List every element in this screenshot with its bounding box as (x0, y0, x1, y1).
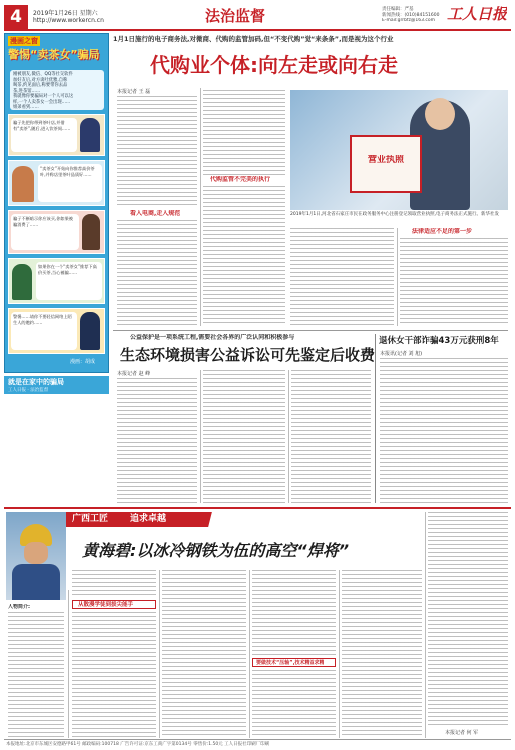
column-divider (68, 590, 69, 738)
license-title: 营业执照 (367, 155, 404, 165)
comic-line: 喝茶,约见面后,称要带你去品 (13, 83, 68, 88)
speech-bubble: 警惕……请你不要轻信网络上陌生人的邀约…… (11, 312, 77, 350)
comic-figure-icon (82, 214, 100, 250)
speech-bubble: 如果你在一个“卖茶女”推荐下高价买茶,当心被骗…… (36, 262, 102, 300)
date-line: 2019年1月26日 星期六 (33, 10, 98, 17)
deck-text: 1月1日施行的电子商务法,对微商、代购的监管加码,但“不变代购”觉“来条条”,而是视为这个行业 (113, 35, 394, 43)
feature-subhead: 要做技术“压轴”,技术精益求精 (256, 660, 325, 666)
uniform-icon (12, 564, 60, 600)
banner-tail: 追求卓越 (130, 514, 167, 524)
comic-caption: 漫画：胡成 (70, 359, 96, 365)
email: E-mail:grrbfz@163.com (382, 18, 436, 23)
main-headline: 代购业个体:向左走或向右走 (150, 53, 398, 77)
mid-headline: 生态环境损害公益诉讼可先鉴定后收费 (120, 346, 376, 364)
section-title: 法治监督 (205, 7, 266, 25)
comic-line: 我就像你要骗局对一个人可以这 (13, 94, 74, 99)
speech-bubble: 骗子先把你带到茶叶店,并借有“卖茶”,随后,进入饮茶间…… (11, 118, 77, 152)
body-text (72, 570, 156, 598)
column-sub: 工人日报 · 法治监督 (8, 388, 49, 393)
comic-figure-icon (80, 312, 100, 350)
body-text (203, 186, 285, 326)
person-face-icon (425, 98, 455, 130)
body-text (72, 612, 156, 738)
body-text (400, 238, 508, 326)
brief-headline: 退休女干部诈骗43万元获刑8年 (379, 336, 499, 346)
feature-author: 本报记者 何 军 (445, 730, 479, 736)
mid-kicker: 公益保护是一项系统工程,需要社会各界的广泛认同和积极参与 (130, 334, 295, 341)
column-divider (288, 370, 289, 503)
comic-figure-icon (80, 118, 100, 152)
body-text (117, 220, 197, 325)
subhead: 法律适应不足的第一步 (412, 228, 473, 235)
subhead: 看入电商,走入规范 (130, 210, 181, 217)
header-rule (4, 29, 511, 31)
body-text (117, 96, 197, 208)
news-photo (290, 90, 508, 210)
column-divider (375, 334, 376, 503)
body-text (203, 370, 285, 503)
section-rule (4, 507, 511, 509)
body-text (290, 228, 394, 326)
comic-tag: 漫画之窗 (10, 37, 38, 45)
body-text (117, 378, 197, 503)
profile-text (8, 612, 64, 737)
speech-bubble: “卖茶女”开始向你推荐高价茶叶,并称店里茶叶品质好…… (38, 164, 102, 202)
body-text (203, 90, 285, 175)
business-license (350, 135, 422, 193)
portrait-photo (6, 512, 66, 600)
footer-rule (4, 739, 511, 740)
column-divider (159, 570, 160, 738)
mid-byline: 本报记者 赵 峰 (117, 371, 151, 377)
comic-line: 加好友后,对方谈吐优雅,自称 (13, 77, 68, 83)
column-divider (397, 228, 398, 326)
face-icon (24, 542, 48, 564)
body-text (342, 570, 422, 738)
body-text (252, 570, 336, 656)
page-number: 4 (10, 7, 22, 27)
column-divider (200, 88, 201, 326)
body-text (291, 370, 371, 503)
section-rule (113, 330, 508, 331)
body-text (162, 570, 246, 738)
column-divider (249, 570, 250, 738)
feature-headline: 黄海碧:以冰冷钢铁为伍的高空“焊将” (82, 541, 350, 560)
profile-title: 人物简介: (8, 604, 30, 610)
comic-figure-icon (12, 166, 34, 202)
site-url[interactable]: http://www.workercn.cn (33, 17, 104, 24)
comic-line: 姐弟看到…… (13, 105, 39, 110)
brief-byline: 本报讯(记者 刘 旭) (380, 351, 423, 357)
column-tag: 就是在家中的骗局 (8, 378, 64, 386)
photo-caption: 2019年1月1日,河北省石家庄市民在政务服务中心注册登记领取营业执照,电子商务法正式施行。新华社发 (290, 212, 500, 217)
banner-label: 广西工匠 (72, 514, 109, 524)
column-divider (200, 370, 201, 503)
feature-subhead: 从散漫学徒到拔尖能手 (78, 602, 134, 608)
comic-line: 刚被朋友,微信、QQ等社交软件 (13, 72, 73, 77)
body-text (380, 358, 508, 503)
page-number-badge (4, 5, 28, 29)
subhead: 代购监管不完美的执行 (210, 176, 271, 183)
byline: 本报记者 王 磊 (117, 89, 151, 95)
comic-line: 样,一个人卖茶女一会出现…… (13, 99, 71, 105)
hotline: 新闻热线：(010)84151600 (382, 13, 440, 18)
masthead: 工人日报 (447, 5, 508, 23)
comic-intro (10, 70, 104, 110)
body-text (252, 670, 336, 738)
comic-title: 警惕“卖茶女”骗局 (8, 48, 100, 61)
speech-bubble: 骗子不断暗示你应该买,你如果被骗消费了…… (11, 214, 79, 250)
column-divider (425, 512, 426, 738)
body-text (428, 512, 508, 728)
column-divider (339, 570, 340, 738)
comic-line: 茶,进茶馆…… (13, 88, 41, 94)
comic-figure-icon (12, 264, 32, 300)
footer-text: 本报地址:北京市东城区安德路甲61号 邮政编码:100718 广告许可证:京东工商广字第0134号 零售价:1.50元 工人日报社印刷厂印刷 (6, 742, 270, 747)
editor-line: 责任编辑：严基 (382, 7, 414, 12)
